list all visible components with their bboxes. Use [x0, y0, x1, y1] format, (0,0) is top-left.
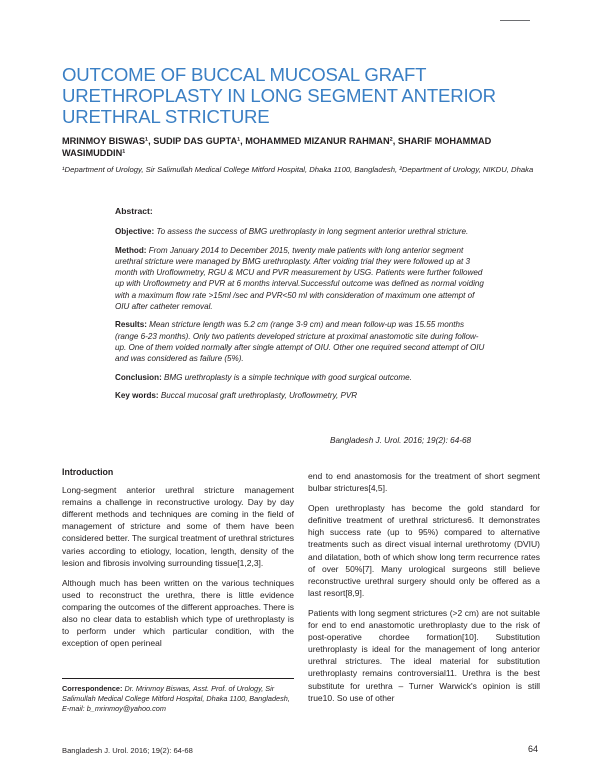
correspondence-text: Dr. Mrinmoy Biswas, Asst. Prof. of Urology, Sir Salimullah Medical College Mitford Hospital, Dhaka 1100, Bangladesh, E-mail: b_mrinmoy@yahoo.com	[62, 684, 290, 713]
conclusion-text: BMG urethroplasty is a simple technique with good surgical outcome.	[161, 372, 412, 382]
affiliation: ¹Department of Urology, Sir Salimullah Medical College Mitford Hospital, Dhaka 1100, Bangladesh, ²Department of Urology, NIKDU, Dhaka	[62, 165, 534, 174]
introduction-heading: Introduction	[62, 467, 114, 477]
journal-citation: Bangladesh J. Urol. 2016; 19(2): 64-68	[330, 436, 472, 445]
title-line-1: OUTCOME OF BUCCAL MUCOSAL GRAFT	[62, 64, 427, 85]
objective-text: To assess the success of BMG urethroplasty in long segment anterior urethral stricture.	[154, 227, 469, 237]
body-paragraph: Long-segment anterior urethral stricture management remains a challenge in reconstructive urology. Day by day different methods and techniques are coming in the field of management of stricture and some of them have been considered better. The surgical treatment of urethral strictures varies according to etiology, location, length, density of the lesion and fibrosis involving surrounding tissue[1,2,3].	[62, 485, 294, 568]
keywords-text: Buccal mucosal graft urethroplasty, Uroflowmetry, PVR	[158, 390, 358, 400]
footer-journal: Bangladesh J. Urol. 2016; 19(2): 64-68	[62, 746, 193, 755]
correspondence-label: Correspondence:	[62, 684, 123, 693]
correspondence-divider	[62, 678, 294, 679]
body-paragraph: end to end anastomosis for the treatment of short segment bulbar strictures[4,5].	[308, 471, 540, 494]
keywords-label: Key words:	[115, 390, 159, 400]
body-paragraph: Patients with long segment strictures (>2 cm) are not suitable for end to end anastomotic urethroplasty due to the risk of post-operative chordee formation[10]. Substitution urethroplasty is ideal for the management of long anterior urethral strictures. The ideal material for substitution urethroplasty remains controversial11. Urethra is the best substitute for urethra – Turner Warwick's opinion is still true10. So use of other	[308, 607, 540, 703]
abstract-results	[115, 319, 487, 364]
body-paragraph: Open urethroplasty has become the gold standard for definitive treatment of urethral strictures6. It demonstrates high success rate (up to 95%) compared to alternative treatments such as direct visual internal urethrotomy (DVIU) and dilatation, both of which show long term recurrence rates of over 50%[7]. Many urological surgeons still believe reconstructive urethral surgery should only be offered as a last resort[8,9].	[308, 503, 540, 598]
method-text: From January 2014 to December 2015, twenty male patients with long anterior segment urethral stricture were managed by BMG urethroplasty. After voiding trial they were followed up at 3 month with Uroflowmetry, RGU & MCU and PVR measurement by USG. Patients were further followed up with Uroflowmetry and PVR at 6 months interval.Successful outcome was defined as normal voiding with a maximum flow rate >15ml /sec and PVR<50 ml with consideration of maximum one attempt of OIU after catheter removal.	[115, 245, 484, 312]
header-rule	[500, 20, 530, 21]
results-text: Mean stricture length was 5.2 cm (range 3-9 cm) and mean follow-up was 15.55 months (range 6-23 months). Only two patients developed stricture at proximal anastomotic site during follow-up. One of them voided normally after single attempt of OIU. Other one required second attempt of OIU and was considered as failure (5%).	[115, 320, 485, 364]
abstract-heading: Abstract:	[115, 206, 153, 216]
method-label: Method:	[115, 245, 147, 255]
body-column-right	[308, 470, 540, 712]
article-title	[62, 64, 532, 127]
body-paragraph: Although much has been written on the various techniques used to reconstruct the urethra, there is little evidence comparing the outcomes of the different approaches. There is also no clear data to establish which type of urethroplasty is to perform under which particular condition, with the exception of open perineal	[62, 577, 294, 649]
abstract-objective	[115, 226, 487, 237]
title-line-3: URETHRAL STRICTURE	[62, 106, 270, 127]
abstract	[115, 206, 487, 408]
abstract-conclusion	[115, 372, 487, 383]
body-column-left	[62, 466, 294, 657]
conclusion-label: Conclusion:	[115, 372, 162, 382]
author-list: MRINMOY BISWAS¹, SUDIP DAS GUPTA¹, MOHAMMED MIZANUR RAHMAN², SHARIF MOHAMMAD WASIMUDDIN¹	[62, 136, 492, 158]
abstract-keywords	[115, 390, 487, 401]
objective-label: Objective:	[115, 227, 155, 237]
title-line-2: URETHROPLASTY IN LONG SEGMENT ANTERIOR	[62, 85, 496, 106]
correspondence-note	[62, 684, 294, 713]
abstract-method	[115, 245, 487, 313]
page-number: 64	[527, 744, 538, 754]
results-label: Results:	[115, 320, 147, 330]
